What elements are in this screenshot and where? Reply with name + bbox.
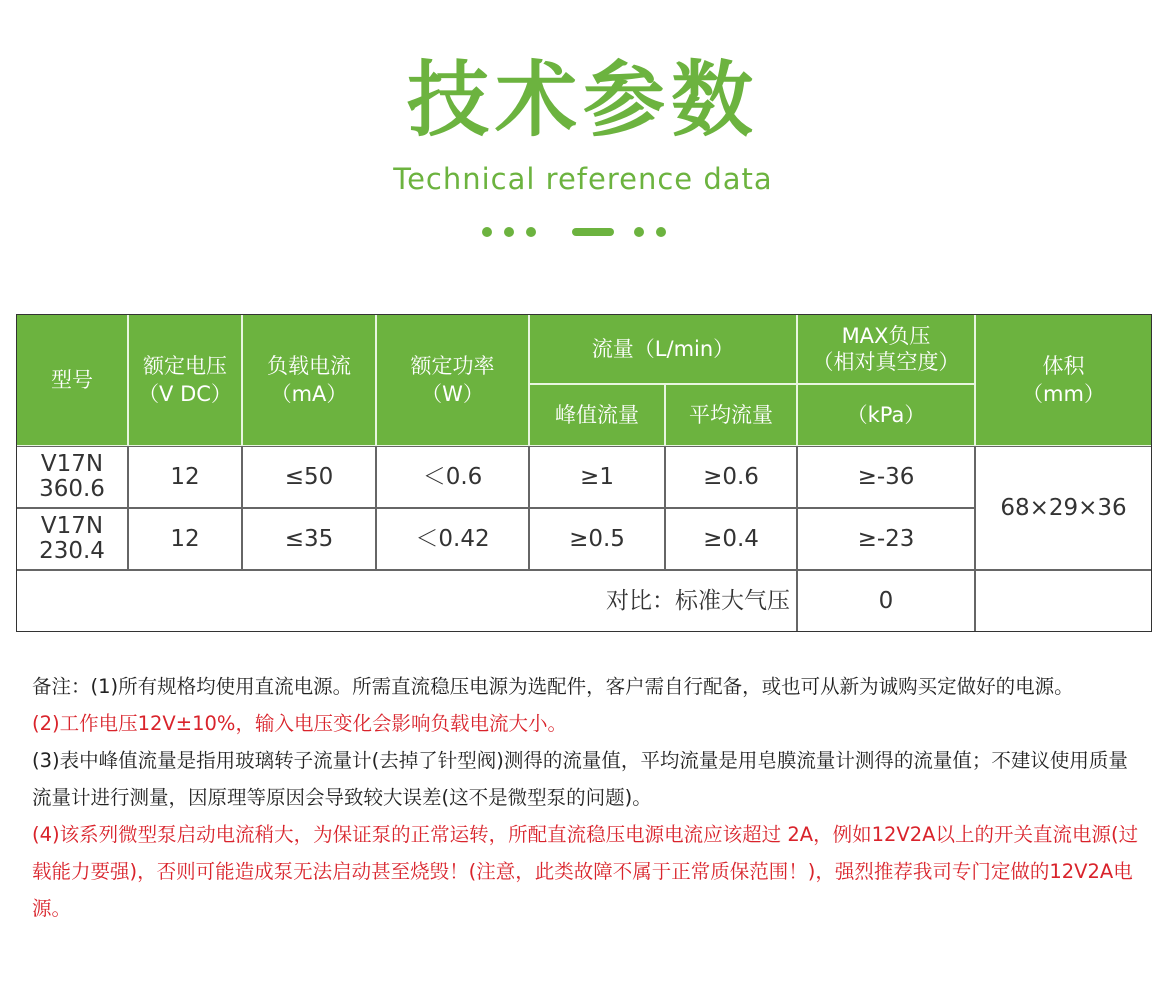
note-1: 备注：(1)所有规格均使用直流电源。所需直流稳压电源为选配件，客户需自行配备，或也可从新为诚购买定做好的电源。 [32, 675, 1074, 698]
spec-table [16, 314, 1152, 632]
header-current: 负载电流 （mA） [242, 314, 376, 446]
note-4: (4)该系列微型泵启动电流稍大，为保证泵的正常运转，所配直流稳压电源电流应该超过 2A，例如12V2A以上的开关直流电源(过载能力要强)，否则可能造成泵无法启动甚至烧毁！(注意，此类故障不属于正常质保范围！)，强烈推荐我司专门定做的12V2A电源。 [32, 823, 1139, 920]
header-model: 型号 [16, 314, 128, 446]
row2-model: V17N 230.4 [16, 508, 128, 570]
dot-icon [504, 227, 514, 237]
row2-voltage: 12 [128, 508, 242, 570]
volume-value: 68×29×36 [975, 446, 1152, 570]
page-title: 技术参数 [406, 53, 759, 148]
note-3: (3)表中峰值流量是指用玻璃转子流量计(去掉了针型阀)测得的流量值，平均流量是用皂膜流量计测得的流量值；不建议使用质量流量计进行测量，因原理等原因会导致较大误差(这不是微型泵的问题)。 [32, 749, 1128, 809]
dot-icon [526, 227, 536, 237]
row2-current: ≤35 [242, 508, 376, 570]
row1-power: ＜0.6 [376, 446, 529, 508]
header-flow: 流量（L/min） [529, 314, 797, 384]
note-2: (2)工作电压12V±10%，输入电压变化会影响负载电流大小。 [32, 712, 567, 735]
compare-value: 0 [797, 570, 975, 632]
row1-model: V17N 360.6 [16, 446, 128, 508]
header-pressure-unit: （kPa） [797, 384, 975, 446]
notes [32, 668, 1142, 927]
row1-current: ≤50 [242, 446, 376, 508]
header-flow-avg: 平均流量 [665, 384, 797, 446]
header-flow-peak: 峰值流量 [529, 384, 665, 446]
row1-voltage: 12 [128, 446, 242, 508]
dash-icon [572, 228, 614, 236]
page-subtitle: Technical reference data [393, 162, 773, 196]
row2-flow-avg: ≥0.4 [665, 508, 797, 570]
row1-pressure: ≥-36 [797, 446, 975, 508]
dot-icon [656, 227, 666, 237]
header-volume: 体积 （mm） [975, 314, 1152, 446]
header-voltage: 额定电压 （V DC） [128, 314, 242, 446]
header-pressure: MAX负压 （相对真空度） [797, 314, 975, 384]
decorative-dots [482, 224, 682, 238]
header-power: 额定功率 （W） [376, 314, 529, 446]
row1-flow-peak: ≥1 [529, 446, 665, 508]
dot-icon [482, 227, 492, 237]
row2-flow-peak: ≥0.5 [529, 508, 665, 570]
row2-power: ＜0.42 [376, 508, 529, 570]
compare-label: 对比：标准大气压 [16, 570, 797, 632]
dot-icon [634, 227, 644, 237]
row1-flow-avg: ≥0.6 [665, 446, 797, 508]
compare-blank [975, 570, 1152, 632]
row2-pressure: ≥-23 [797, 508, 975, 570]
